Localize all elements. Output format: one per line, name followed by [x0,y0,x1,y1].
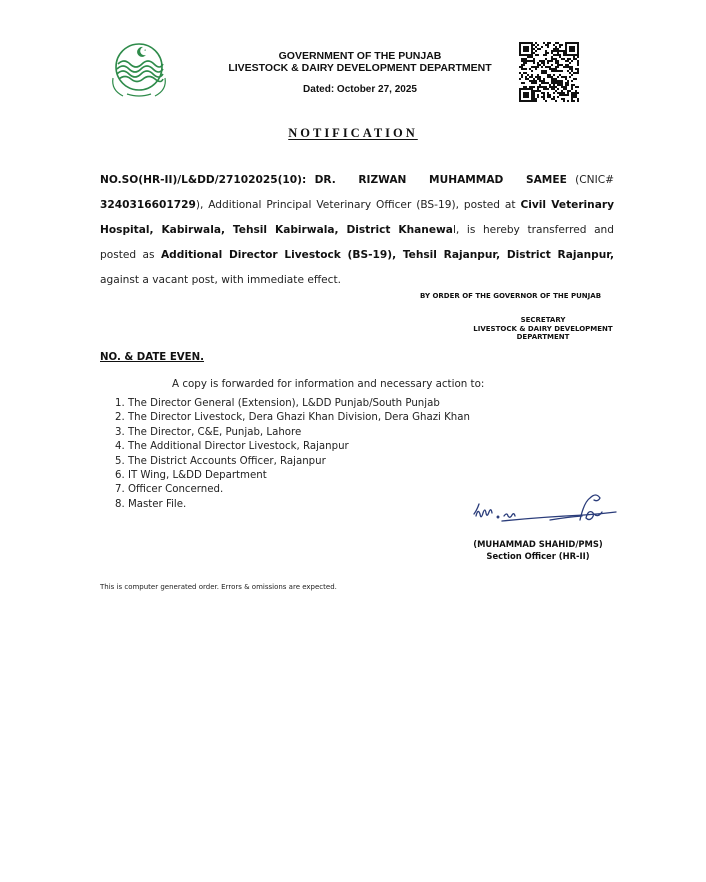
signatory-designation: Section Officer (HR-II) [486,551,590,561]
secretary-dept-2: DEPARTMENT [516,333,570,341]
notification-title: NOTIFICATION [288,126,418,140]
secretary-dept: LIVESTOCK & DAIRY DEVELOPMENT [473,324,613,333]
body-text-1: ), Additional Principal Veterinary Officer (BS-19), posted at [195,199,521,211]
copy-list [115,397,470,512]
signature-icon [462,490,622,534]
copy-intro: A copy is forwarded for information and necessary action to: [172,378,485,390]
body-text-2: , is hereby transferred and posted as [100,224,614,261]
list-item: 6. IT Wing, L&DD Department [115,470,267,482]
reference-number: NO.SO(HR-II)/L&DD/27102025(10): [100,174,307,186]
list-item: 1. The Director General (Extension), L&DD Punjab/South Punjab [115,398,440,409]
list-item: 2. The Director Livestock, Dera Ghazi Khan Division, Dera Ghazi Khan [115,412,470,424]
by-order-line: BY ORDER OF THE GOVERNOR OF THE PUNJAB [420,292,602,300]
body-text-tail: l [452,224,456,236]
header-govt: GOVERNMENT OF THE PUNJAB [278,50,442,62]
officer-name: DR. RIZWAN MUHAMMAD SAMEE [314,174,567,186]
list-item: 8. Master File. [115,498,187,510]
list-item: 3. The Director, C&E, Punjab, Lahore [115,426,302,438]
cnic-value: 3240316601729 [100,199,196,211]
list-item: 7. Officer Concerned. [115,484,224,496]
notification-body [100,168,614,293]
qr-code-icon [517,40,583,104]
secretary-title: SECRETARY [520,316,566,324]
from-post: Civil Veterinary Hospital, Kabirwala, Tehsil Kabirwala, District Khanewa [100,199,615,236]
signatory-block [458,538,618,562]
list-item: 5. The District Accounts Officer, Rajanpur [115,455,326,467]
header-date: Dated: October 27, 2025 [303,84,417,95]
no-date-even-heading: NO. & DATE EVEN. [100,352,205,363]
header-department: LIVESTOCK & DAIRY DEVELOPMENT DEPARTMENT [228,62,492,74]
punjab-emblem-icon [107,38,171,100]
list-item: 4. The Additional Director Livestock, Rajanpur [115,441,349,453]
cnic-label: (CNIC# [575,174,615,186]
signatory-name: (MUHAMMAD SHAHID/PMS) [473,539,603,549]
to-post: Additional Director Livestock (BS-19), Tehsil Rajanpur, District Rajanpur, [160,249,615,261]
body-text-3: against a vacant post, with immediate effect. [100,274,342,286]
footer-note: This is computer generated order. Errors & omissions are expected. [100,583,337,591]
secretary-block [470,316,616,342]
